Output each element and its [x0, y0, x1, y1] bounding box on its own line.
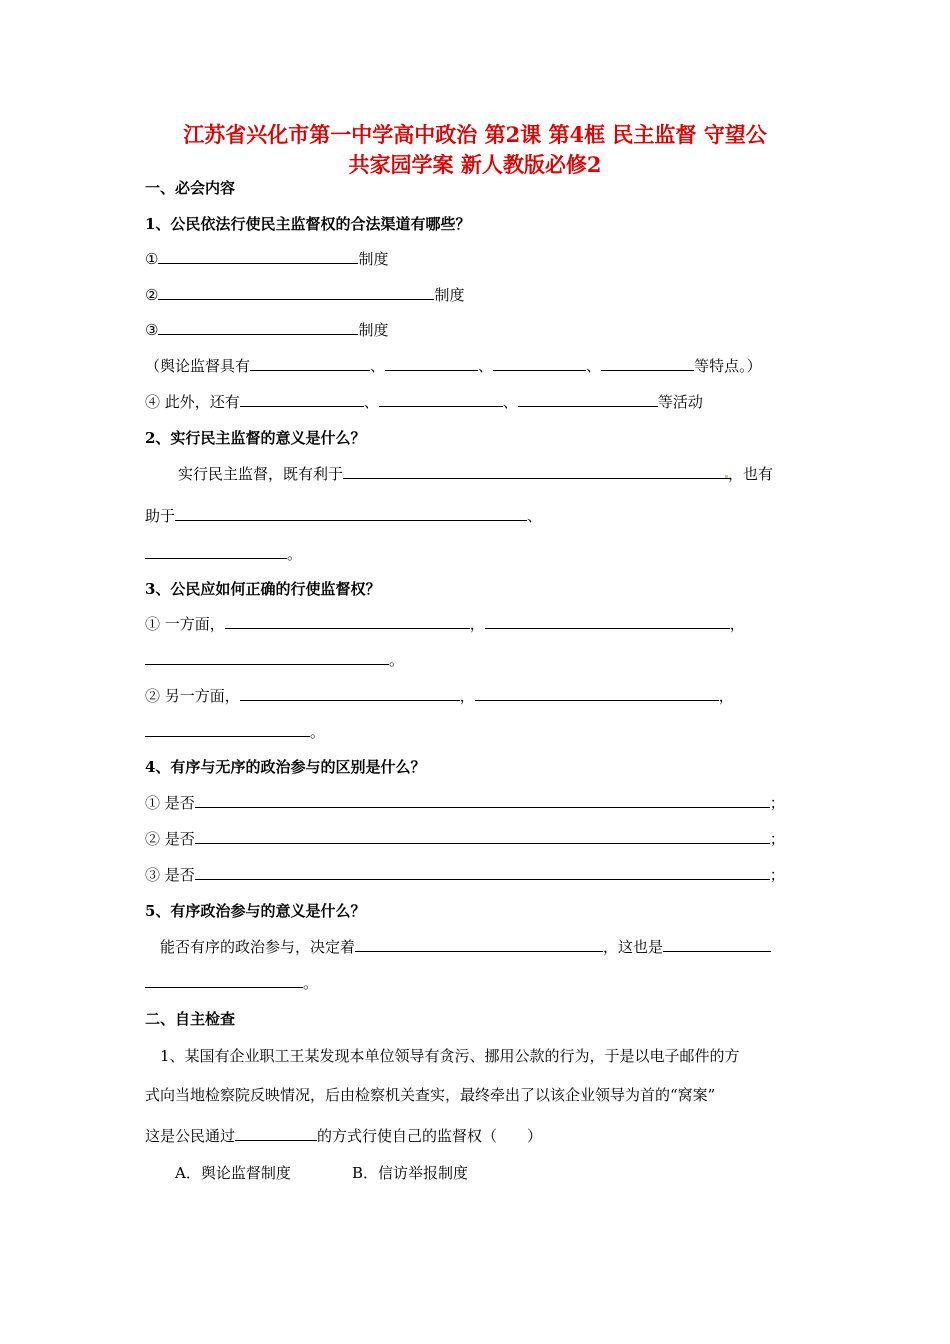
- question-4: 4、有序与无序的政治参与的区别是什么？: [145, 758, 426, 776]
- answer-blank[interactable]: [158, 320, 358, 335]
- q1-opinion-line: （舆论监督具有 、 、 、 等特点。）: [145, 357, 762, 375]
- answer-blank[interactable]: [195, 865, 770, 880]
- answer-blank[interactable]: [663, 937, 771, 952]
- q4-item1: ① 是否 ；: [145, 794, 785, 812]
- q4-item2: ② 是否 ；: [145, 830, 785, 848]
- answer-blank[interactable]: [195, 829, 770, 844]
- answer-blank[interactable]: [475, 686, 719, 701]
- q1-item4: ④ 此外，还有 、 、 等活动: [145, 393, 703, 411]
- answer-blank[interactable]: [195, 793, 770, 808]
- answer-blank[interactable]: [145, 544, 287, 559]
- answer-blank[interactable]: [355, 937, 603, 952]
- q1-item3: ③ 制度: [145, 321, 389, 339]
- answer-blank[interactable]: [175, 506, 527, 521]
- q3-line4: 。: [145, 722, 325, 742]
- q1-item2: ② 制度: [145, 286, 465, 304]
- question-1: 1、公民依法行使民主监督权的合法渠道有哪些？: [145, 215, 471, 233]
- answer-blank[interactable]: [385, 356, 478, 371]
- answer-blank[interactable]: [145, 973, 303, 988]
- option-b[interactable]: B．信访举报制度: [352, 1164, 469, 1182]
- answer-blank[interactable]: [158, 249, 358, 264]
- answer-blank[interactable]: [145, 650, 389, 665]
- question-3: 3、公民应如何正确的行使监督权？: [145, 580, 381, 598]
- answer-blank[interactable]: [518, 392, 658, 407]
- question-2: 2、实行民主监督的意义是什么？: [145, 429, 366, 447]
- q3-line2: 。: [145, 650, 404, 670]
- answer-blank[interactable]: [225, 614, 470, 629]
- answer-blank[interactable]: [240, 392, 364, 407]
- q5-line1: 能否有序的政治参与，决定着 ，这也是: [160, 937, 771, 957]
- answer-blank[interactable]: [158, 285, 434, 300]
- q1-item1: ① 制度: [145, 250, 389, 268]
- q5-line2: 。: [145, 973, 318, 993]
- section2-heading: 二、自主检查: [145, 1010, 236, 1028]
- q2-line1: 实行民主监督，既有利于 ，也有: [178, 465, 774, 483]
- q2-line2: 助于 、: [145, 507, 543, 525]
- answer-blank[interactable]: [601, 356, 694, 371]
- s2q1-line1: 1、某国有企业职工王某发现本单位领导有贪污、挪用公款的行为，于是以电子邮件的方: [160, 1047, 740, 1065]
- answer-blank[interactable]: [250, 356, 370, 371]
- answer-blank[interactable]: [343, 464, 731, 479]
- answer-blank[interactable]: [145, 722, 310, 737]
- answer-blank[interactable]: [485, 614, 730, 629]
- answer-blank[interactable]: [379, 392, 503, 407]
- document-title-line2: 共家园学案 新人教版必修2: [348, 152, 602, 177]
- answer-blank[interactable]: [235, 1126, 317, 1141]
- s2q1-line3: 这是公民通过 的方式行使自己的监督权（ ）: [145, 1127, 543, 1145]
- section1-heading: 一、必会内容: [145, 179, 236, 197]
- q3-line3: ② 另一方面， ， ，: [145, 687, 734, 705]
- q2-line3: 。: [145, 544, 302, 564]
- answer-blank[interactable]: [493, 356, 586, 371]
- document-title-line1: 江苏省兴化市第一中学高中政治 第2课 第4框 民主监督 守望公: [183, 122, 767, 147]
- q4-item3: ③ 是否 ；: [145, 866, 785, 884]
- answer-blank[interactable]: [240, 686, 460, 701]
- question-5: 5、有序政治参与的意义是什么？: [145, 902, 366, 920]
- q3-line1: ① 一方面， ， ，: [145, 615, 745, 633]
- option-a[interactable]: A．舆论监督制度: [175, 1164, 291, 1182]
- s2q1-line2: 式向当地检察院反映情况，后由检察机关查实，最终牵出了以该企业领导为首的“窝案”: [145, 1086, 716, 1104]
